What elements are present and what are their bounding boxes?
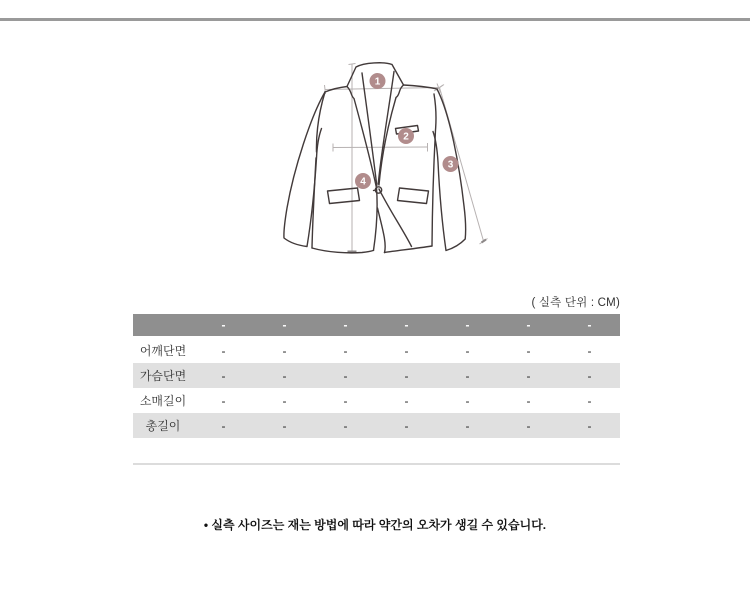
header-cell: - <box>404 318 409 332</box>
row-label: 가슴단면 <box>139 369 187 383</box>
measurement-unit-label: ( 실측 단위 : CM) <box>531 297 620 309</box>
table-cell: - <box>282 368 287 383</box>
table-cell: - <box>526 418 531 433</box>
table-cell: - <box>343 393 348 408</box>
table-cell: - <box>404 368 409 383</box>
header-cell: - <box>282 318 287 332</box>
row-label: 어깨단면 <box>139 344 187 358</box>
table-cell: - <box>404 418 409 433</box>
measurement-note: • 실측 사이즈는 재는 방법에 따라 약간의 오차가 생길 수 있습니다. <box>203 518 547 532</box>
table-cell: - <box>221 343 226 358</box>
bottom-divider-line <box>133 463 620 465</box>
table-cell: - <box>282 418 287 433</box>
right-body-side <box>432 94 436 246</box>
measurement-lines <box>325 64 488 252</box>
table-cell: - <box>404 393 409 408</box>
header-cell: - <box>343 318 348 332</box>
sleeve-end-mark <box>482 240 487 243</box>
table-cell: - <box>465 343 470 358</box>
table-cell: - <box>404 343 409 358</box>
chest-measure-line <box>333 147 428 148</box>
marker-2-number: 2 <box>403 131 409 143</box>
table-cell: - <box>587 418 592 433</box>
front-drape <box>374 188 412 253</box>
jacket-measurement-diagram <box>270 55 510 267</box>
table-cell: - <box>526 368 531 383</box>
header-cell: - <box>465 318 470 332</box>
table-row-sleeve <box>133 388 620 413</box>
table-cell: - <box>587 368 592 383</box>
table-cell: - <box>221 393 226 408</box>
left-hem <box>312 248 374 253</box>
table-cell: - <box>282 393 287 408</box>
table-cell: - <box>465 418 470 433</box>
jacket-diagram-svg <box>270 55 510 267</box>
buttonhole <box>374 190 376 191</box>
left-lapel-outer <box>347 87 377 189</box>
header-cell: - <box>221 318 226 332</box>
jacket-outline <box>284 63 466 253</box>
table-cell: - <box>343 368 348 383</box>
size-table <box>133 314 620 438</box>
size-table-header-row <box>133 314 620 336</box>
table-cell: - <box>526 393 531 408</box>
header-cell: - <box>587 318 592 332</box>
marker-1-number: 1 <box>374 76 381 88</box>
measurement-end-marks <box>348 240 487 252</box>
table-cell: - <box>587 343 592 358</box>
table-cell: - <box>465 393 470 408</box>
right-hip-pocket <box>398 188 429 204</box>
row-label: 소매길이 <box>139 394 187 408</box>
measurement-markers <box>355 73 459 189</box>
table-cell: - <box>221 418 226 433</box>
table-cell: - <box>465 368 470 383</box>
table-cell: - <box>221 368 226 383</box>
marker-4-number: 4 <box>360 176 366 188</box>
table-row-shoulder <box>133 338 620 363</box>
table-cell: - <box>526 343 531 358</box>
top-divider-bar <box>0 18 750 21</box>
length-top-tick <box>349 64 356 65</box>
marker-3-number: 3 <box>447 159 454 171</box>
table-row-total-length <box>133 413 620 438</box>
table-cell: - <box>343 418 348 433</box>
left-hip-pocket <box>328 188 360 204</box>
table-cell: - <box>282 343 287 358</box>
right-hem <box>385 246 433 253</box>
header-cell: - <box>526 318 531 332</box>
table-cell: - <box>587 393 592 408</box>
table-cell: - <box>343 343 348 358</box>
row-label: 총길이 <box>145 419 181 433</box>
table-row-chest <box>133 363 620 388</box>
